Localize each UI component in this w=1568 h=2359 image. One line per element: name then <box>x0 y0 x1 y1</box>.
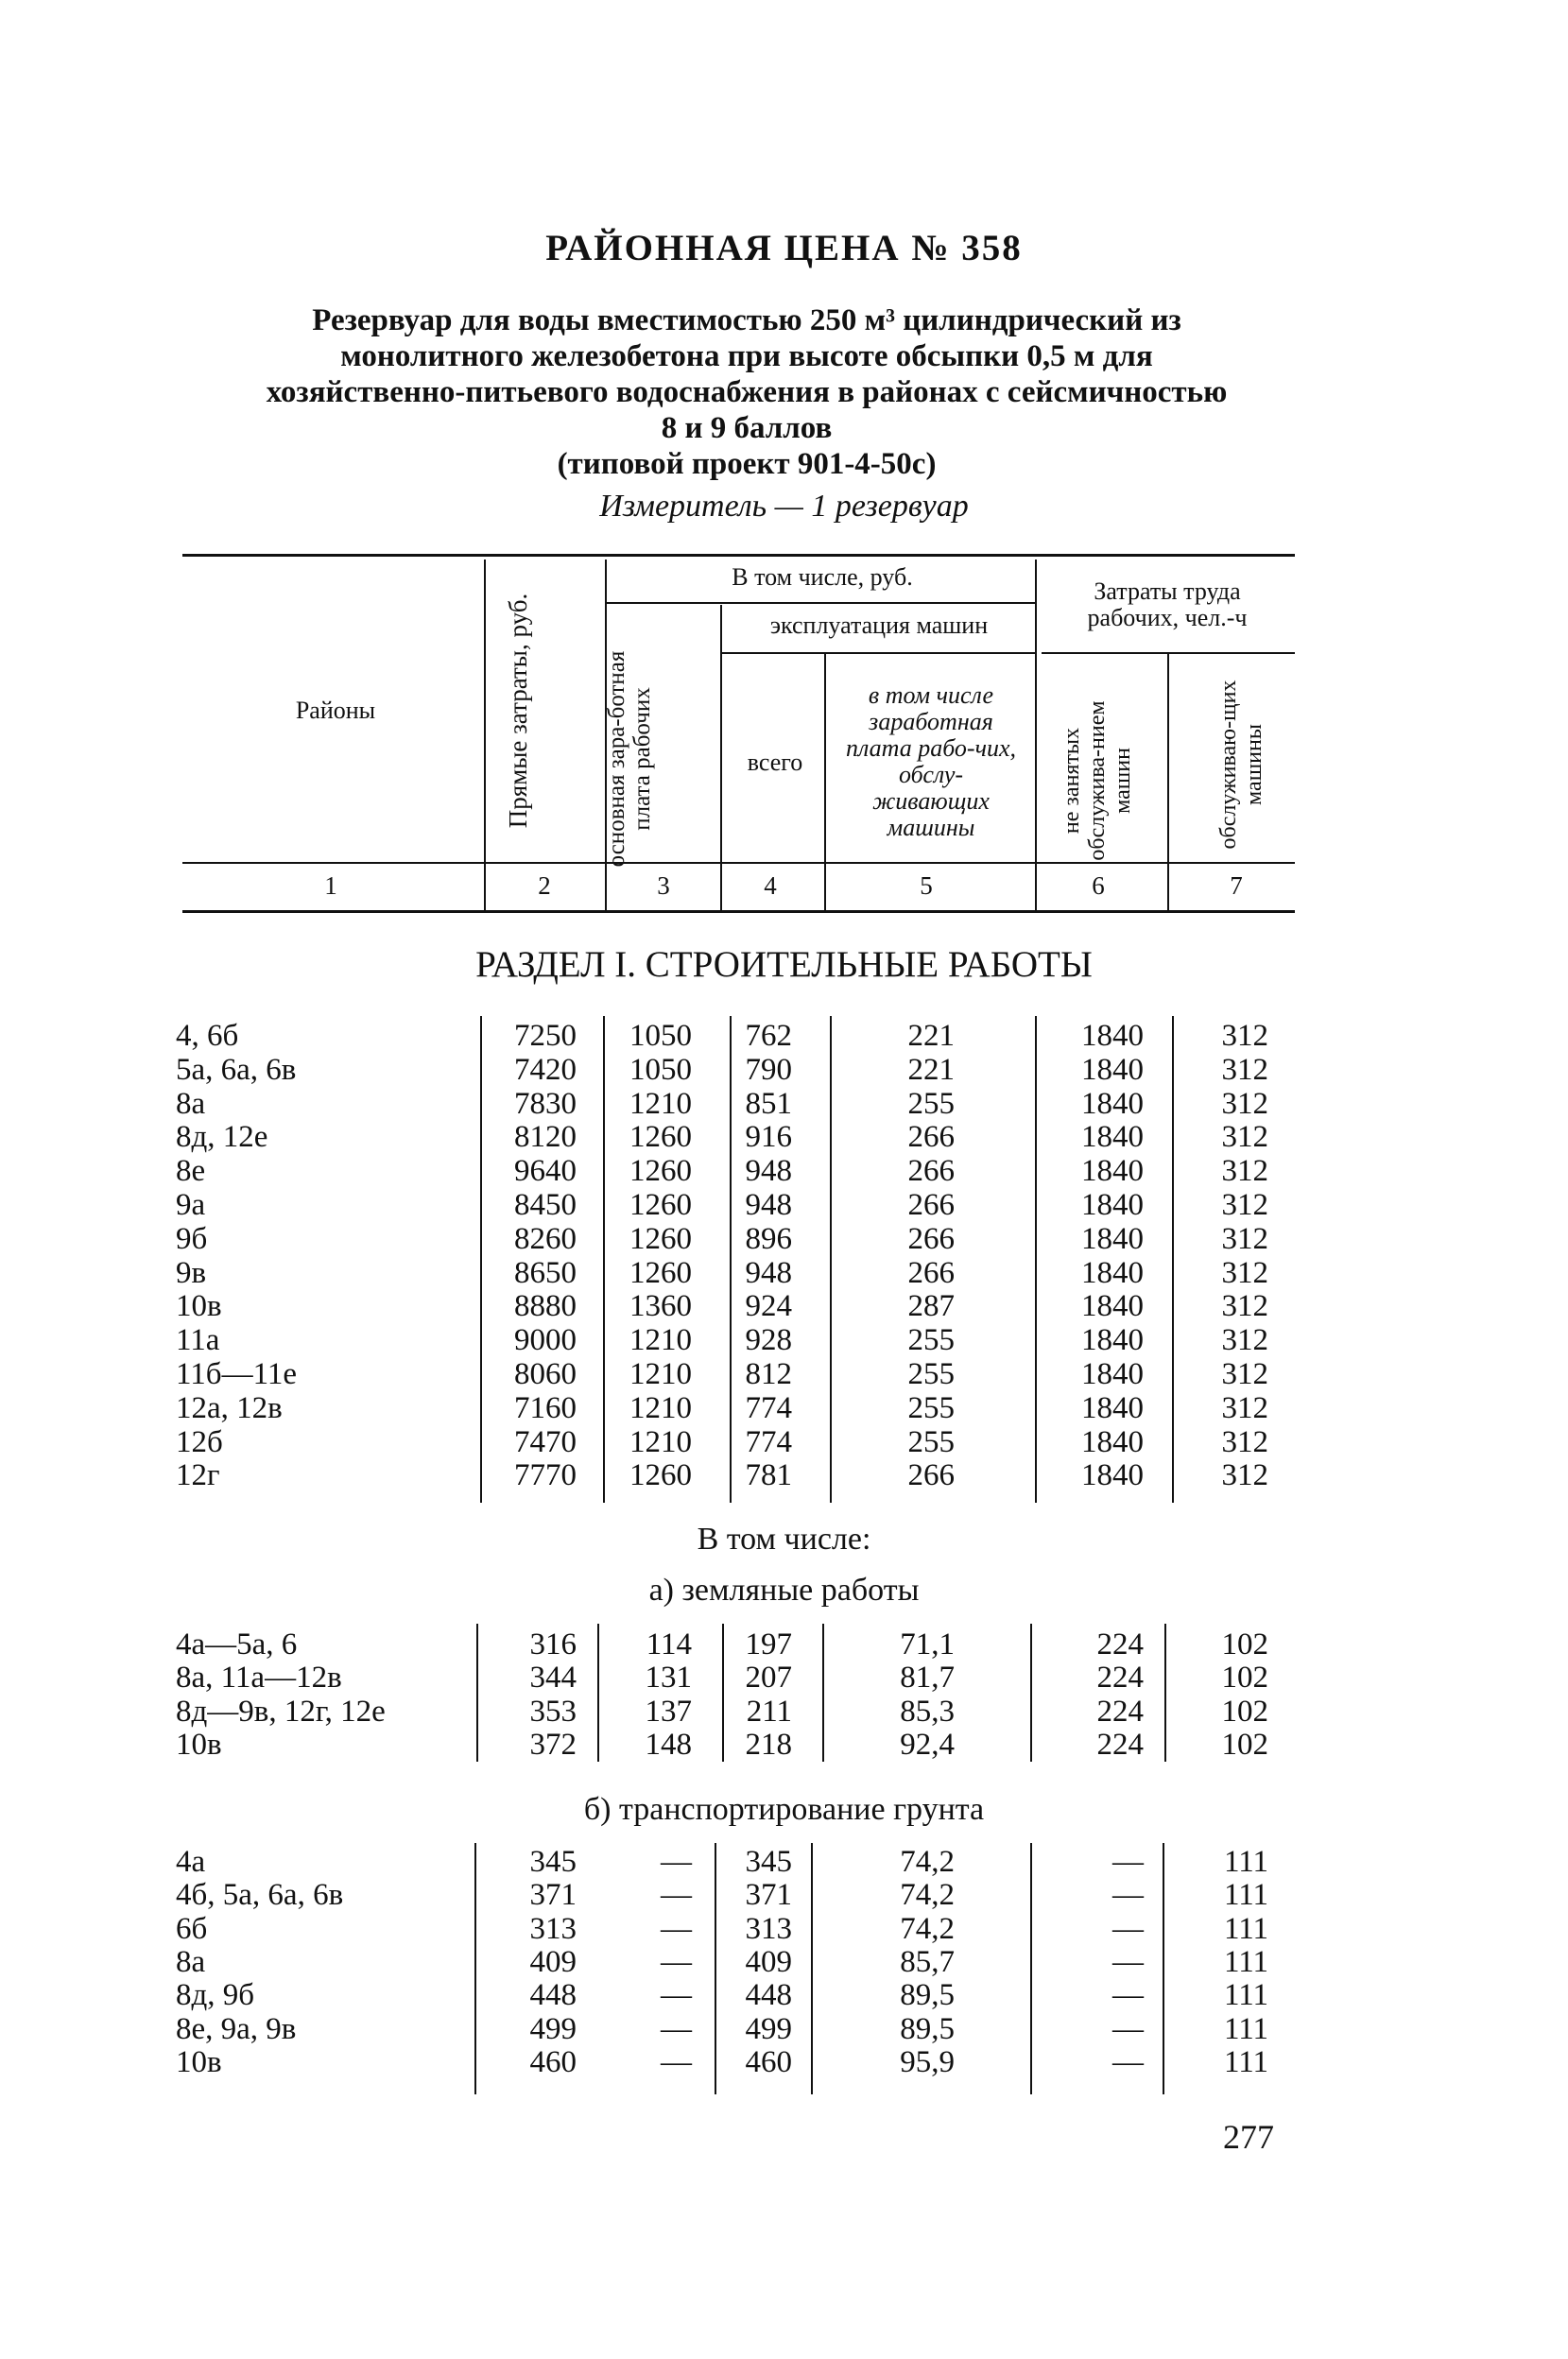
pryamye-cell: 371 <box>529 1878 577 1913</box>
subtitle-line: (типовой проект 901-4-50с) <box>557 447 937 481</box>
pryamye-cell: 7470 <box>514 1424 577 1459</box>
osnovnaya-cell: 1050 <box>629 1019 692 1053</box>
vsego-cell: 448 <box>745 1978 792 2013</box>
pryamye-cell: 7830 <box>514 1086 577 1121</box>
zp-cell: 255 <box>907 1357 955 1391</box>
table-row <box>0 1728 1568 1762</box>
subtitle-line: 8 и 9 баллов <box>661 411 833 445</box>
obsluzh-cell: 102 <box>1221 1661 1268 1696</box>
table-row <box>0 1945 1568 1979</box>
zp-cell: 255 <box>907 1390 955 1425</box>
header-rayony: Районы <box>295 697 376 724</box>
obsluzh-cell: 312 <box>1221 1390 1268 1425</box>
ne-zanyatyh-cell: 1840 <box>1081 1289 1144 1324</box>
table-row <box>0 1391 1568 1425</box>
pryamye-cell: 460 <box>529 2044 577 2079</box>
pryamye-cell: 8650 <box>514 1255 577 1290</box>
obsluzh-cell: 312 <box>1221 1019 1268 1053</box>
vsego-cell: 924 <box>745 1289 792 1324</box>
vsego-cell: 218 <box>745 1727 792 1762</box>
col-number: 1 <box>324 871 337 900</box>
rayon-cell: 4, 6б <box>176 1019 239 1053</box>
pryamye-cell: 8260 <box>514 1221 577 1256</box>
vsego-cell: 916 <box>745 1120 792 1155</box>
ne-zanyatyh-cell: 1840 <box>1081 1458 1144 1493</box>
rayon-cell: 12б <box>176 1424 223 1459</box>
ne-zanyatyh-cell: — <box>1112 1911 1144 1946</box>
vsego-cell: 762 <box>745 1019 792 1053</box>
rayon-cell: 10в <box>176 1289 222 1324</box>
osnovnaya-cell: 1210 <box>629 1424 692 1459</box>
subtitle-line: хозяйственно-питьевого водоснабжения в районах с сейсмичностью <box>266 375 1228 409</box>
obsluzh-cell: 312 <box>1221 1086 1268 1121</box>
table-row <box>0 1120 1568 1154</box>
header-vline <box>824 654 826 910</box>
obsluzh-cell: 111 <box>1223 2011 1268 2046</box>
obsluzh-cell: 111 <box>1223 1845 1268 1879</box>
pryamye-cell: 7770 <box>514 1458 577 1493</box>
vsego-cell: 211 <box>746 1694 792 1729</box>
vsego-cell: 948 <box>745 1255 792 1290</box>
ne-zanyatyh-cell: 1840 <box>1081 1052 1144 1087</box>
zp-cell: 255 <box>907 1424 955 1459</box>
page-number: 277 <box>1223 2118 1274 2156</box>
header-obsluzh: обслуживаю-щих машины <box>1216 680 1266 850</box>
zp-cell: 255 <box>907 1323 955 1358</box>
ne-zanyatyh-cell: 224 <box>1096 1694 1144 1729</box>
obsluzh-cell: 312 <box>1221 1255 1268 1290</box>
table-row <box>0 1627 1568 1662</box>
rayon-cell: 6б <box>176 1911 208 1946</box>
table-row <box>0 1458 1568 1492</box>
header-vline <box>720 605 722 910</box>
pryamye-cell: 353 <box>529 1694 577 1729</box>
osnovnaya-cell: 1260 <box>629 1458 692 1493</box>
osnovnaya-cell: — <box>661 1845 692 1879</box>
vsego-cell: 896 <box>745 1221 792 1256</box>
pryamye-cell: 8880 <box>514 1289 577 1324</box>
measure-unit: Измеритель — 1 резервуар <box>599 489 969 524</box>
header-pryamye: Прямые затраты, руб. <box>504 593 532 829</box>
obsluzh-cell: 312 <box>1221 1052 1268 1087</box>
ne-zanyatyh-cell: — <box>1112 1878 1144 1913</box>
rayon-cell: 8д—9в, 12г, 12е <box>176 1694 386 1729</box>
header-osnovnaya: основная зара-ботная плата рабочих <box>604 650 655 868</box>
header-zatraty-truda: Затраты труда рабочих, чел.-ч <box>1087 577 1248 631</box>
vsego-cell: 409 <box>745 1944 792 1979</box>
obsluzh-cell: 111 <box>1223 1978 1268 2013</box>
osnovnaya-cell: 1210 <box>629 1323 692 1358</box>
col-number: 7 <box>1230 871 1243 900</box>
rayon-cell: 8а <box>176 1944 206 1979</box>
zp-cell: 74,2 <box>900 1911 955 1946</box>
osnovnaya-cell: — <box>661 1944 692 1979</box>
rayon-cell: 4а <box>176 1845 206 1879</box>
table-row <box>0 1188 1568 1222</box>
osnovnaya-cell: 1260 <box>629 1120 692 1155</box>
osnovnaya-cell: 1360 <box>629 1289 692 1324</box>
table-row <box>0 1053 1568 1087</box>
pryamye-cell: 9000 <box>514 1323 577 1358</box>
pryamye-cell: 345 <box>529 1845 577 1879</box>
header-vsego: всего <box>747 749 803 776</box>
osnovnaya-cell: — <box>661 1878 692 1913</box>
header-bottom-rule <box>182 910 1295 913</box>
osnovnaya-cell: — <box>661 1911 692 1946</box>
rayon-cell: 11б—11е <box>176 1357 297 1391</box>
zp-cell: 71,1 <box>900 1627 955 1662</box>
rayon-cell: 8д, 9б <box>176 1978 255 2013</box>
table-row <box>0 1978 1568 2012</box>
obsluzh-cell: 102 <box>1221 1694 1268 1729</box>
zp-cell: 89,5 <box>900 2011 955 2046</box>
rayon-cell: 10в <box>176 1727 222 1762</box>
ne-zanyatyh-cell: 1840 <box>1081 1120 1144 1155</box>
pryamye-cell: 8450 <box>514 1188 577 1222</box>
ne-zanyatyh-cell: 1840 <box>1081 1019 1144 1053</box>
vsego-cell: 197 <box>745 1627 792 1662</box>
zp-cell: 287 <box>907 1289 955 1324</box>
osnovnaya-cell: 148 <box>645 1727 692 1762</box>
osnovnaya-cell: 1260 <box>629 1221 692 1256</box>
table-row <box>0 1323 1568 1357</box>
osnovnaya-cell: — <box>661 1978 692 2013</box>
table-row <box>0 2045 1568 2079</box>
table-row <box>0 1019 1568 1053</box>
vsego-cell: 499 <box>745 2011 792 2046</box>
obsluzh-cell: 111 <box>1223 1878 1268 1913</box>
zp-cell: 95,9 <box>900 2044 955 2079</box>
col-number: 6 <box>1092 871 1105 900</box>
header-vline <box>1167 654 1169 910</box>
vsego-cell: 781 <box>745 1458 792 1493</box>
ne-zanyatyh-cell: 1840 <box>1081 1221 1144 1256</box>
zp-cell: 221 <box>907 1052 955 1087</box>
header-top-rule <box>182 554 1295 557</box>
osnovnaya-cell: 137 <box>645 1694 692 1729</box>
zp-cell: 74,2 <box>900 1845 955 1879</box>
obsluzh-cell: 312 <box>1221 1154 1268 1189</box>
ne-zanyatyh-cell: — <box>1112 1845 1144 1879</box>
subtitle-line: монолитного железобетона при высоте обсыпки 0,5 м для <box>340 339 1153 373</box>
ne-zanyatyh-cell: 224 <box>1096 1727 1144 1762</box>
col-number: 3 <box>657 871 670 900</box>
vsego-cell: 790 <box>745 1052 792 1087</box>
vsego-cell: 207 <box>745 1661 792 1696</box>
subtitle <box>180 302 1314 482</box>
pryamye-cell: 316 <box>529 1627 577 1662</box>
osnovnaya-cell: 1210 <box>629 1086 692 1121</box>
zp-cell: 92,4 <box>900 1727 955 1762</box>
zp-cell: 85,7 <box>900 1944 955 1979</box>
rayon-cell: 12г <box>176 1458 220 1493</box>
osnovnaya-cell: 1210 <box>629 1390 692 1425</box>
rayon-cell: 9в <box>176 1255 207 1290</box>
vsego-cell: 774 <box>745 1390 792 1425</box>
ne-zanyatyh-cell: 1840 <box>1081 1357 1144 1391</box>
vsego-cell: 851 <box>745 1086 792 1121</box>
pryamye-cell: 344 <box>529 1661 577 1696</box>
header-zp-mashin: в том числе заработная плата рабо-чих, обслу-живающих машины <box>845 681 1017 841</box>
rayon-cell: 4б, 5а, 6а, 6в <box>176 1878 344 1913</box>
table-row <box>0 1087 1568 1121</box>
pryamye-cell: 313 <box>529 1911 577 1946</box>
obsluzh-cell: 312 <box>1221 1323 1268 1358</box>
table-row <box>0 1878 1568 1912</box>
rayon-cell: 10в <box>176 2044 222 2079</box>
obsluzh-cell: 312 <box>1221 1458 1268 1493</box>
header-v-tom-chisle: В том числе, руб. <box>732 563 913 591</box>
zp-cell: 255 <box>907 1086 955 1121</box>
ne-zanyatyh-cell: 224 <box>1096 1627 1144 1662</box>
osnovnaya-cell: 1260 <box>629 1255 692 1290</box>
table-row <box>0 1289 1568 1323</box>
osnovnaya-cell: 1260 <box>629 1188 692 1222</box>
vsego-cell: 345 <box>745 1845 792 1879</box>
obsluzh-cell: 102 <box>1221 1627 1268 1662</box>
osnovnaya-cell: 1050 <box>629 1052 692 1087</box>
ne-zanyatyh-cell: 1840 <box>1081 1086 1144 1121</box>
table-row <box>0 1256 1568 1290</box>
ne-zanyatyh-cell: 224 <box>1096 1661 1144 1696</box>
osnovnaya-cell: — <box>661 2044 692 2079</box>
rayon-cell: 8а <box>176 1086 206 1121</box>
rayon-cell: 4а—5а, 6 <box>176 1627 298 1662</box>
pryamye-cell: 372 <box>529 1727 577 1762</box>
pryamye-cell: 7250 <box>514 1019 577 1053</box>
ne-zanyatyh-cell: — <box>1112 2044 1144 2079</box>
obsluzh-cell: 312 <box>1221 1188 1268 1222</box>
sub-a-heading: а) земляные работы <box>648 1573 920 1608</box>
header-ne-zanyatyh: не занятых обслужива-нием машин <box>1060 700 1135 861</box>
obsluzh-cell: 312 <box>1221 1289 1268 1324</box>
osnovnaya-cell: 1210 <box>629 1357 692 1391</box>
rayon-cell: 12а, 12в <box>176 1390 283 1425</box>
rayon-cell: 8е, 9а, 9в <box>176 2011 297 2046</box>
zp-cell: 266 <box>907 1120 955 1155</box>
header-rule-in-tom <box>605 602 1035 604</box>
osnovnaya-cell: 1260 <box>629 1154 692 1189</box>
table-row <box>0 1425 1568 1459</box>
ne-zanyatyh-cell: 1840 <box>1081 1188 1144 1222</box>
table-row <box>0 1357 1568 1391</box>
ne-zanyatyh-cell: 1840 <box>1081 1390 1144 1425</box>
obsluzh-cell: 312 <box>1221 1424 1268 1459</box>
zp-cell: 89,5 <box>900 1978 955 2013</box>
zp-cell: 266 <box>907 1458 955 1493</box>
osnovnaya-cell: — <box>661 2011 692 2046</box>
obsluzh-cell: 312 <box>1221 1221 1268 1256</box>
ne-zanyatyh-cell: — <box>1112 1978 1144 2013</box>
pryamye-cell: 8120 <box>514 1120 577 1155</box>
pryamye-cell: 499 <box>529 2011 577 2046</box>
header-ekspl: эксплуатация машин <box>769 611 989 639</box>
obsluzh-cell: 102 <box>1221 1727 1268 1762</box>
obsluzh-cell: 312 <box>1221 1120 1268 1155</box>
header-vline <box>1035 560 1037 910</box>
vsego-cell: 948 <box>745 1188 792 1222</box>
ne-zanyatyh-cell: — <box>1112 1944 1144 1979</box>
pryamye-cell: 9640 <box>514 1154 577 1189</box>
ne-zanyatyh-cell: 1840 <box>1081 1255 1144 1290</box>
col-number: 5 <box>920 871 933 900</box>
rayon-cell: 9а <box>176 1188 206 1222</box>
zp-cell: 81,7 <box>900 1661 955 1696</box>
vsego-cell: 313 <box>745 1911 792 1946</box>
rayon-cell: 11а <box>176 1323 220 1358</box>
vsego-cell: 948 <box>745 1154 792 1189</box>
header-rule-ekspl <box>720 652 1035 654</box>
col-number: 2 <box>538 871 551 900</box>
vsego-cell: 774 <box>745 1424 792 1459</box>
zp-cell: 266 <box>907 1255 955 1290</box>
pryamye-cell: 7160 <box>514 1390 577 1425</box>
rayon-cell: 5а, 6а, 6в <box>176 1052 297 1087</box>
table-row <box>0 1661 1568 1695</box>
col-number: 4 <box>764 871 777 900</box>
ne-zanyatyh-cell: 1840 <box>1081 1154 1144 1189</box>
table-row <box>0 1222 1568 1256</box>
pryamye-cell: 8060 <box>514 1357 577 1391</box>
zp-cell: 266 <box>907 1188 955 1222</box>
sub-b-heading: б) транспортирование грунта <box>583 1792 985 1827</box>
obsluzh-cell: 111 <box>1223 1911 1268 1946</box>
rayon-cell: 9б <box>176 1221 208 1256</box>
zp-cell: 266 <box>907 1154 955 1189</box>
obsluzh-cell: 312 <box>1221 1357 1268 1391</box>
zp-cell: 221 <box>907 1019 955 1053</box>
vsego-cell: 371 <box>745 1878 792 1913</box>
ne-zanyatyh-cell: 1840 <box>1081 1424 1144 1459</box>
rayon-cell: 8д, 12е <box>176 1120 268 1155</box>
osnovnaya-cell: 114 <box>646 1627 692 1662</box>
ne-zanyatyh-cell: — <box>1112 2011 1144 2046</box>
pryamye-cell: 409 <box>529 1944 577 1979</box>
pryamye-cell: 448 <box>529 1978 577 2013</box>
zp-cell: 85,3 <box>900 1694 955 1729</box>
table-row <box>0 1845 1568 1879</box>
table-row <box>0 1695 1568 1729</box>
subtitle-line: Резервуар для воды вместимостью 250 м³ цилиндрический из <box>312 303 1181 337</box>
obsluzh-cell: 111 <box>1223 1944 1268 1979</box>
vsego-cell: 460 <box>745 2044 792 2079</box>
obsluzh-cell: 111 <box>1223 2044 1268 2079</box>
section-title: РАЗДЕЛ I. СТРОИТЕЛЬНЫЕ РАБОТЫ <box>475 944 1093 985</box>
page-title: РАЙОННАЯ ЦЕНА № 358 <box>545 228 1023 268</box>
table-row <box>0 1912 1568 1946</box>
rayon-cell: 8а, 11а—12в <box>176 1661 342 1696</box>
rayon-cell: 8е <box>176 1154 206 1189</box>
table-row <box>0 1154 1568 1188</box>
vsego-cell: 812 <box>745 1357 792 1391</box>
vsego-cell: 928 <box>745 1323 792 1358</box>
table-row <box>0 2012 1568 2046</box>
ne-zanyatyh-cell: 1840 <box>1081 1323 1144 1358</box>
zp-cell: 266 <box>907 1221 955 1256</box>
pryamye-cell: 7420 <box>514 1052 577 1087</box>
zp-cell: 74,2 <box>900 1878 955 1913</box>
osnovnaya-cell: 131 <box>645 1661 692 1696</box>
v-tom-chisle-heading: В том числе: <box>697 1522 871 1557</box>
header-vline <box>484 560 486 910</box>
